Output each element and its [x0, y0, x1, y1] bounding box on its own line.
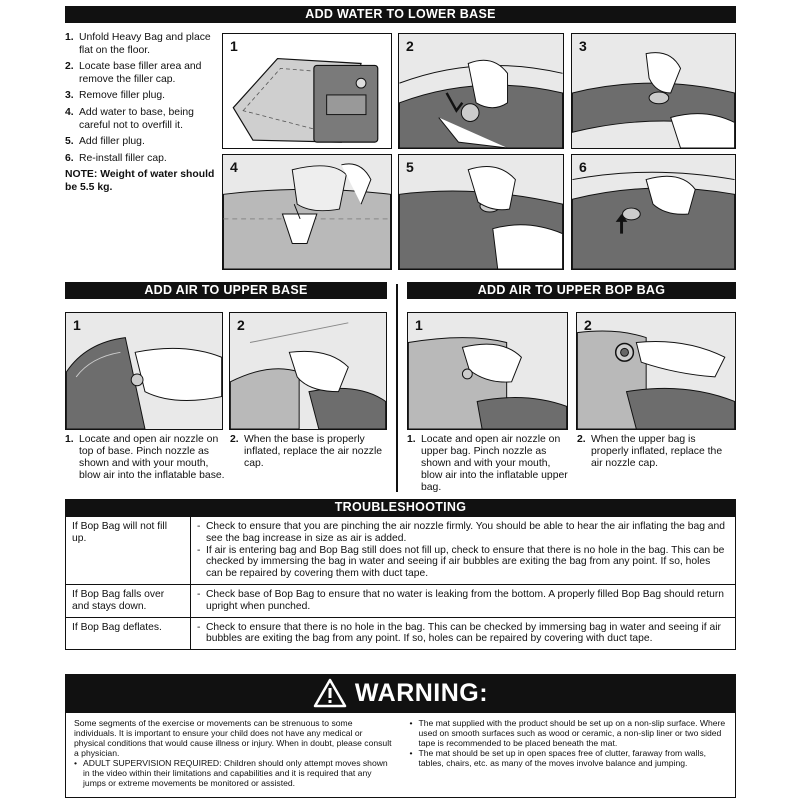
solution-cell: - Check base of Bop Bag to ensure that no water is leaking from the bottom. A properly filled Bop Bag should return upright when punched. — [191, 584, 736, 617]
warning-bullet: • ADULT SUPERVISION REQUIRED: Children should only attempt moves shown in the video within their limitations and capabilities and it is required that any jumps or extreme movements be monitored or assisted. — [74, 758, 388, 788]
replace-bag-cap-illustration — [577, 313, 735, 429]
step-item: 5. Add filler plug. — [65, 136, 145, 148]
lower-base-header: ADD WATER TO LOWER BASE — [65, 6, 736, 23]
upper-bag-panel-2: 2 — [576, 312, 736, 430]
warning-bullet: • The mat should be set up in open spaces free of clutter, faraway from walls, tables, chairs, etc. as many of the moves involve balance and jumping. — [409, 748, 707, 768]
warning-left-column — [74, 718, 392, 792]
upper-base-panel-1: 1 — [65, 312, 223, 430]
step-item: 3. Remove filler plug. — [65, 90, 166, 102]
upper-base-panel-2: 2 — [229, 312, 387, 430]
step-item: 1. Unfold Heavy Bag and place flat on the floor. — [65, 32, 211, 56]
step-item: 2. Locate base filler area and remove the filler cap. — [65, 61, 202, 85]
troubleshooting-header: TROUBLESHOOTING — [65, 499, 736, 516]
lower-base-panel-1: 1 — [222, 33, 392, 149]
lower-base-panel-4: 4 — [222, 154, 392, 270]
remove-cap-illustration — [399, 34, 563, 148]
troubleshooting-table — [65, 516, 736, 650]
warning-right-column — [410, 718, 728, 792]
upper-bag-header: ADD AIR TO UPPER BOP BAG — [407, 282, 736, 299]
warning-header — [65, 674, 736, 712]
open-bag-nozzle-illustration — [408, 313, 567, 429]
step-item: 6. Re-install filler cap. — [65, 152, 167, 164]
warning-intro: Some segments of the exercise or movements can be strenuous to some individuals. It is important to ensure your child does not have any medical or physical conditions that would cause illness or injury. When in doubt, please consult a physician. — [74, 718, 392, 758]
warning-body — [65, 712, 736, 798]
reinstall-cap-illustration — [572, 155, 735, 269]
upper-base-caption-1: 1. Locate and open air nozzle on top of base. Pinch nozzle as shown and with your mouth, blow air into the inflatable base. — [65, 434, 225, 481]
add-plug-illustration — [399, 155, 563, 269]
upper-bag-panel-1: 1 — [407, 312, 568, 430]
unfolded-bag-illustration — [223, 34, 391, 148]
step-item: 4. Add water to base, being careful not to overfill it. — [65, 106, 194, 131]
lower-base-panel-6: 6 — [571, 154, 736, 270]
solution-cell: - Check to ensure that you are pinching the air nozzle firmly. You should be able to hear the air inflating the bag and see the bag increase in size as air is added. - If air is entering bag and Bop Bag still does not fill up, check to ensure that there is no hole in the bag. This can be checked by immersing the bag in water and seeing if air bubbles are exiting the bag from any point. If so, holes can be repaired by covering them with duct tape. — [191, 517, 736, 585]
upper-bag-caption-2: 2. When the upper bag is properly inflated, replace the air nozzle cap. — [577, 434, 723, 469]
warning-bullet: • The mat supplied with the product should be set up on a non-slip surface. Where used on smooth surfaces such as wood or ceramic, a non-slip liner or two sided tape is recommended to be placed beneath the mat. — [409, 718, 726, 748]
problem-cell: If Bop Bag falls over and stays down. — [66, 584, 191, 617]
pour-water-illustration — [223, 155, 391, 269]
table-row — [66, 617, 736, 650]
upper-base-header: ADD AIR TO UPPER BASE — [65, 282, 387, 299]
lower-base-panel-3: 3 — [571, 33, 736, 149]
table-row — [66, 517, 736, 585]
problem-cell: If Bop Bag will not fill up. — [66, 517, 191, 585]
lower-base-panel-5: 5 — [398, 154, 564, 270]
replace-base-cap-illustration — [230, 313, 386, 429]
lower-base-steps — [65, 32, 215, 195]
lower-base-panel-2: 2 — [398, 33, 564, 149]
remove-plug-illustration — [572, 34, 735, 148]
water-weight-note: NOTE: Weight of water should be 5.5 kg. — [65, 169, 215, 193]
warning-title: WARNING: — [354, 678, 489, 707]
problem-cell: If Bop Bag deflates. — [66, 617, 191, 650]
upper-bag-caption-1: 1. Locate and open air nozzle on upper bag. Pinch nozzle as shown and with your mouth, blow air into the inflatable upper bag. — [407, 434, 568, 493]
open-base-nozzle-illustration — [66, 313, 222, 429]
upper-base-caption-2: 2. When the base is properly inflated, replace the air nozzle cap. — [230, 434, 383, 469]
warning-triangle-icon — [313, 678, 347, 708]
section-divider — [396, 284, 398, 492]
table-row — [66, 584, 736, 617]
solution-cell: - Check to ensure that there is no hole in the bag. This can be checked by immersing bag in water and seeing if air bubbles are exiting the bag from any point. If so, holes can be repaired by covering with duct tape. — [191, 617, 736, 650]
